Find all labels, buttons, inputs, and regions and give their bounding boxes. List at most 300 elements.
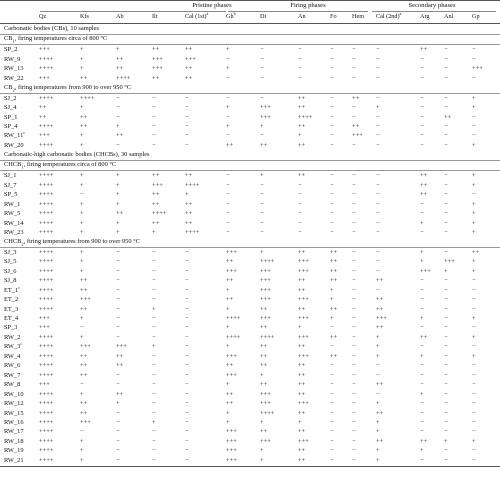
phase-cell: ++ xyxy=(330,267,338,275)
phase-cell: − xyxy=(352,65,356,73)
phase-cell: ++ xyxy=(298,94,306,102)
phase-cell: ++ xyxy=(185,210,193,218)
phase-cell: − xyxy=(185,267,189,275)
phase-cell: − xyxy=(226,219,230,227)
column-header-label: An xyxy=(298,13,306,20)
phase-cell: + xyxy=(80,267,84,275)
phase-cell: − xyxy=(116,113,120,121)
phase-cell: ++++ xyxy=(39,343,54,351)
phase-cell: + xyxy=(376,418,380,426)
phase-cell: ++ xyxy=(185,200,193,208)
phase-cell: ++ xyxy=(376,324,384,332)
phase-cell: − xyxy=(330,390,334,398)
sample-name xyxy=(4,113,18,122)
phase-cell: + xyxy=(260,371,264,379)
phase-cell: + xyxy=(472,352,476,360)
phase-cell: ++ xyxy=(226,277,234,285)
phase-cell: +++ xyxy=(260,277,271,285)
phase-cell: +++ xyxy=(226,352,237,360)
phase-cell: − xyxy=(185,315,189,322)
phase-cell: + xyxy=(116,181,120,189)
phase-cell: + xyxy=(80,172,84,180)
phase-cell: + xyxy=(376,343,380,351)
phase-cell: − xyxy=(152,371,156,379)
phase-cell: + xyxy=(152,228,156,236)
phase-cell: − xyxy=(330,418,334,426)
column-header-label: Hem xyxy=(352,13,365,20)
phase-cell: − xyxy=(472,132,476,140)
phase-cell: − xyxy=(298,181,302,189)
phase-cell: + xyxy=(472,141,476,149)
phase-cell: + xyxy=(376,400,380,408)
table-bottom-rule xyxy=(0,466,500,467)
sample-label: RW_8 xyxy=(4,381,21,389)
phase-cell: − xyxy=(444,74,448,82)
phase-cell: − xyxy=(376,191,380,199)
phase-cell: − xyxy=(444,228,448,236)
phase-cell: ++ xyxy=(226,400,234,408)
phase-cell: − xyxy=(376,172,380,180)
sample-label: SP_1 xyxy=(4,113,18,121)
phase-cell: − xyxy=(116,277,120,285)
footnote-marker: c xyxy=(20,341,23,347)
phase-cell: − xyxy=(420,286,424,294)
phase-cell: − xyxy=(226,191,230,199)
phase-cell: ++++ xyxy=(260,333,275,341)
phase-cell: ++ xyxy=(444,113,452,121)
phase-cell: + xyxy=(185,191,189,199)
phase-cell: +++ xyxy=(260,286,271,294)
phase-cell: − xyxy=(185,428,189,436)
phase-cell: − xyxy=(152,104,156,112)
section-title-rest: , firing temperatures circa of 800 °C xyxy=(14,35,108,43)
section-title xyxy=(4,35,107,43)
phase-cell: ++++ xyxy=(260,409,275,417)
phase-cell: ++++ xyxy=(39,437,54,445)
sample-name xyxy=(4,361,20,370)
sample-label: RW_18 xyxy=(4,437,24,445)
phase-cell: ++ xyxy=(152,219,160,227)
phase-cell: ++++ xyxy=(39,305,54,313)
phase-cell: − xyxy=(226,55,230,63)
phase-cell: − xyxy=(444,428,448,436)
phase-cell: − xyxy=(472,381,476,389)
phase-cell: − xyxy=(185,456,189,464)
sample-name xyxy=(4,456,24,465)
phase-cell: − xyxy=(352,200,356,208)
phase-cell: + xyxy=(420,219,424,227)
phase-cell: − xyxy=(472,55,476,63)
phase-cell: − xyxy=(116,104,120,112)
phase-cell: − xyxy=(376,141,380,149)
phase-cell: + xyxy=(260,248,264,256)
phase-cell: − xyxy=(330,437,334,445)
phase-cell: − xyxy=(260,65,264,73)
phase-cell: − xyxy=(185,437,189,445)
phase-cell: − xyxy=(298,200,302,208)
phase-cell: ++++ xyxy=(39,286,54,294)
phase-cell: − xyxy=(472,324,476,332)
phase-cell: ++ xyxy=(80,409,88,417)
phase-cell: − xyxy=(260,74,264,82)
phase-cell: +++ xyxy=(39,381,50,389)
phase-cell: − xyxy=(152,248,156,256)
phase-cell: +++ xyxy=(80,296,91,304)
phase-cell: + xyxy=(376,333,380,341)
column-header-label: Gh xyxy=(226,13,234,20)
phase-cell: − xyxy=(444,172,448,180)
phase-cell: − xyxy=(298,228,302,236)
group-header: Pristine phases xyxy=(192,2,232,9)
phase-cell: − xyxy=(185,352,189,360)
phase-cell: +++ xyxy=(298,315,309,322)
phase-cell: − xyxy=(185,333,189,341)
phase-cell: ++ xyxy=(376,296,384,304)
section-rule xyxy=(0,93,500,94)
phase-cell: ++ xyxy=(80,352,88,360)
phase-cell: +++ xyxy=(352,132,363,140)
phase-cell: ++ xyxy=(80,286,88,294)
phase-cell: + xyxy=(80,437,84,445)
phase-cell: − xyxy=(330,191,334,199)
phase-cell: ++ xyxy=(472,248,480,256)
section-title xyxy=(4,25,99,32)
section-title-text: Carbonatic-high carbonatic bodies (CHCBs), 30 samples xyxy=(4,150,150,158)
phase-cell: ++ xyxy=(330,333,338,341)
phase-cell: ++ xyxy=(298,390,306,398)
phase-cell: − xyxy=(352,74,356,82)
footnote-marker: c xyxy=(23,130,26,136)
sample-label: SP_3 xyxy=(4,324,18,332)
column-header xyxy=(260,13,266,20)
phase-cell: − xyxy=(226,228,230,236)
phase-cell: − xyxy=(152,437,156,445)
phase-cell: ++++ xyxy=(39,248,54,256)
phase-cell: − xyxy=(80,191,84,199)
phase-cell: − xyxy=(152,267,156,275)
phase-cell: ++ xyxy=(260,324,268,332)
phase-cell: − xyxy=(116,428,120,436)
column-header-label: Arg xyxy=(420,13,430,20)
phase-cell: − xyxy=(116,258,120,266)
sample-name xyxy=(4,257,16,266)
sample-name xyxy=(4,305,18,314)
phase-cell: − xyxy=(116,305,120,313)
phase-cell: − xyxy=(116,315,120,322)
phase-cell: ++ xyxy=(226,362,234,370)
phase-cell: ++ xyxy=(152,200,160,208)
phase-cell: ++++ xyxy=(39,267,54,275)
phase-cell: − xyxy=(420,200,424,208)
phase-cell: ++ xyxy=(260,428,268,436)
phase-cell: − xyxy=(352,390,356,398)
phase-cell: + xyxy=(472,94,476,102)
phase-cell: − xyxy=(420,277,424,285)
phase-cell: − xyxy=(152,409,156,417)
phase-cell: ++++ xyxy=(39,277,54,285)
phase-cell: ++ xyxy=(260,141,268,149)
phase-cell: − xyxy=(352,210,356,218)
sample-label: RW_15 xyxy=(4,409,24,417)
column-header-label: Ilt xyxy=(152,13,158,20)
phase-cell: ++++ xyxy=(185,228,200,236)
phase-cell: − xyxy=(420,418,424,426)
sample-label: SP_5 xyxy=(4,191,18,199)
phase-cell: − xyxy=(152,94,156,102)
phase-cell: +++ xyxy=(39,74,50,82)
sample-name xyxy=(4,352,20,361)
phase-cell: − xyxy=(472,296,476,304)
column-header xyxy=(472,13,480,20)
phase-cell: − xyxy=(330,228,334,236)
phase-cell: − xyxy=(420,104,424,112)
phase-cell: − xyxy=(116,447,120,455)
sample-name xyxy=(4,390,24,399)
phase-cell: − xyxy=(330,400,334,408)
phase-cell: − xyxy=(116,381,120,389)
phase-cell: +++ xyxy=(298,400,309,408)
sample-name xyxy=(4,45,18,54)
phase-cell: + xyxy=(472,258,476,266)
sample-name xyxy=(4,200,20,209)
phase-cell: ++ xyxy=(376,437,384,445)
phase-cell: − xyxy=(352,324,356,332)
sample-name xyxy=(4,171,16,180)
phase-cell: ++++ xyxy=(39,418,54,426)
phase-cell: − xyxy=(298,55,302,63)
column-header xyxy=(185,13,208,20)
sample-label: SJ_7 xyxy=(4,181,17,189)
group-header: Firing phases xyxy=(290,2,326,9)
phase-cell: − xyxy=(260,191,264,199)
phase-cell: ++ xyxy=(226,390,234,398)
phase-cell: − xyxy=(352,104,356,112)
phase-cell: − xyxy=(152,362,156,370)
column-header-label: Cal (2nd) xyxy=(376,13,400,20)
footnote-marker: a xyxy=(206,11,209,16)
phase-cell: ++ xyxy=(298,343,306,351)
phase-cell: + xyxy=(472,210,476,218)
phase-cell: + xyxy=(80,315,84,322)
phase-cell: − xyxy=(352,228,356,236)
sample-label: SJ_8 xyxy=(4,277,17,285)
sample-name xyxy=(4,418,24,427)
phase-cell: − xyxy=(352,248,356,256)
phase-cell: + xyxy=(472,315,476,322)
phase-cell: ++ xyxy=(298,447,306,455)
phase-cell: − xyxy=(298,210,302,218)
phase-cell: − xyxy=(185,381,189,389)
phase-cell: ++ xyxy=(116,390,124,398)
column-header-label: Cal (1st) xyxy=(185,13,207,20)
phase-cell: + xyxy=(116,200,120,208)
column-header-label: Qz xyxy=(39,13,47,20)
sample-name xyxy=(4,181,16,190)
phase-cell: − xyxy=(330,219,334,227)
phase-cell: + xyxy=(80,333,84,341)
column-header xyxy=(226,13,236,20)
sample-label: SJ_2 xyxy=(4,94,17,102)
phase-cell: + xyxy=(226,324,230,332)
phase-cell: + xyxy=(226,418,230,426)
phase-cell: − xyxy=(152,390,156,398)
phase-cell: +++ xyxy=(260,437,271,445)
phase-cell: − xyxy=(472,447,476,455)
phase-cell: − xyxy=(444,390,448,398)
phase-cell: − xyxy=(116,456,120,464)
phase-cell: − xyxy=(376,123,380,130)
phase-cell: − xyxy=(352,343,356,351)
phase-cell: +++ xyxy=(226,456,237,464)
phase-cell: + xyxy=(376,352,380,360)
phase-cell: − xyxy=(376,248,380,256)
phase-cell: + xyxy=(80,219,84,227)
phase-cell: + xyxy=(472,228,476,236)
sample-name xyxy=(4,342,22,351)
phase-cell: − xyxy=(376,55,380,63)
phase-cell: ++++ xyxy=(39,141,54,149)
phase-cell: ++ xyxy=(376,305,384,313)
phase-cell: +++ xyxy=(472,65,483,73)
sample-label: SJ_3 xyxy=(4,248,17,256)
phase-cell: ++++ xyxy=(298,113,313,121)
phase-cell: − xyxy=(420,371,424,379)
phase-cell: − xyxy=(352,315,356,322)
phase-cell: − xyxy=(152,113,156,121)
phase-cell: +++ xyxy=(260,267,271,275)
phase-cell: ++++ xyxy=(39,94,54,102)
phase-cell: − xyxy=(444,55,448,63)
phase-cell: + xyxy=(330,286,334,294)
phase-cell: ++ xyxy=(260,381,268,389)
phase-cell: − xyxy=(298,46,302,54)
phase-cell: ++++ xyxy=(152,210,167,218)
sample-name xyxy=(4,267,16,276)
phase-cell: − xyxy=(472,362,476,370)
phase-cell: + xyxy=(376,456,380,464)
phase-cell: ++ xyxy=(185,46,193,54)
phase-cell: + xyxy=(298,418,302,426)
phase-cell: ++ xyxy=(185,65,193,73)
phase-cell: − xyxy=(152,428,156,436)
phase-cell: − xyxy=(152,324,156,332)
phase-cell: − xyxy=(444,362,448,370)
phase-cell: + xyxy=(260,123,264,130)
phase-cell: − xyxy=(444,104,448,112)
sample-label: RW_14 xyxy=(4,219,24,227)
sample-name xyxy=(4,371,20,380)
phase-cell: − xyxy=(226,132,230,140)
phase-cell: ++ xyxy=(298,248,306,256)
phase-cell: + xyxy=(152,305,156,313)
phase-cell: ++ xyxy=(260,352,268,360)
phase-cell: − xyxy=(352,381,356,389)
phase-cell: − xyxy=(352,113,356,121)
phase-cell: +++ xyxy=(152,55,163,63)
phase-cell: + xyxy=(330,315,334,322)
phase-cell: − xyxy=(472,74,476,82)
phase-cell: − xyxy=(444,248,448,256)
phase-cell: +++ xyxy=(39,315,50,322)
phase-cell: − xyxy=(376,219,380,227)
phase-cell: − xyxy=(352,286,356,294)
phase-cell: − xyxy=(420,324,424,332)
phase-cell: + xyxy=(444,267,448,275)
phase-cell: − xyxy=(444,333,448,341)
phase-cell: − xyxy=(444,371,448,379)
phase-cell: − xyxy=(298,65,302,73)
sample-name xyxy=(4,333,20,342)
phase-cell: + xyxy=(116,400,120,408)
phase-cell: − xyxy=(185,371,189,379)
phase-cell: − xyxy=(185,390,189,398)
sample-name xyxy=(4,131,25,140)
phase-cell: + xyxy=(472,333,476,341)
phase-cell: − xyxy=(352,55,356,63)
section-subscript: 1 xyxy=(21,164,24,170)
phase-cell: + xyxy=(80,104,84,112)
phase-cell: + xyxy=(152,343,156,351)
phase-cell: − xyxy=(260,55,264,63)
phase-cell: ++++ xyxy=(39,65,54,73)
section-subscript: 1 xyxy=(12,38,15,44)
phase-cell: ++ xyxy=(152,46,160,54)
phase-cell: +++ xyxy=(39,46,50,54)
phase-cell: ++++ xyxy=(39,362,54,370)
section-title-text: Carbonatic bodies (CBs), 10 samples xyxy=(4,25,99,32)
phase-cell: + xyxy=(420,248,424,256)
sample-name xyxy=(4,228,24,237)
sample-name xyxy=(4,74,24,83)
sample-label: RW_5 xyxy=(4,210,21,218)
phase-cell: − xyxy=(330,141,334,149)
phase-cell: − xyxy=(420,210,424,218)
footnote-marker: b xyxy=(233,11,236,16)
phase-cell: − xyxy=(185,362,189,370)
phase-cell: +++ xyxy=(260,400,271,408)
phase-cell: +++ xyxy=(444,258,455,266)
phase-cell: + xyxy=(376,104,380,112)
section-title-rest: , firing temperatures from 900 to over 950 °C xyxy=(23,237,140,245)
phase-cell: − xyxy=(185,258,189,266)
phase-cell: ++++ xyxy=(39,409,54,417)
phase-cell: − xyxy=(420,343,424,351)
phase-cell: ++++ xyxy=(39,123,54,130)
phase-cell: − xyxy=(472,409,476,417)
section-title-text: CHCB xyxy=(4,161,22,169)
phase-cell: + xyxy=(226,409,230,417)
phase-cell: − xyxy=(420,381,424,389)
phase-cell: + xyxy=(226,104,230,112)
phase-cell: − xyxy=(420,409,424,417)
phase-cell: ++ xyxy=(420,172,428,180)
phase-cell: − xyxy=(330,132,334,140)
sample-label: RW_17 xyxy=(4,428,24,436)
phase-cell: + xyxy=(116,46,120,54)
phase-cell: ++++ xyxy=(185,181,200,189)
phase-cell: − xyxy=(420,456,424,464)
phase-cell: − xyxy=(472,456,476,464)
phase-cell: − xyxy=(376,258,380,266)
phase-cell: − xyxy=(260,200,264,208)
sample-name xyxy=(4,103,16,112)
phase-cell: + xyxy=(260,172,264,180)
phase-cell: ++ xyxy=(330,352,338,360)
phase-cell: +++ xyxy=(226,267,237,275)
phase-cell: − xyxy=(352,219,356,227)
phase-cell: ++++ xyxy=(39,219,54,227)
sample-label: RW_3 xyxy=(4,343,21,351)
